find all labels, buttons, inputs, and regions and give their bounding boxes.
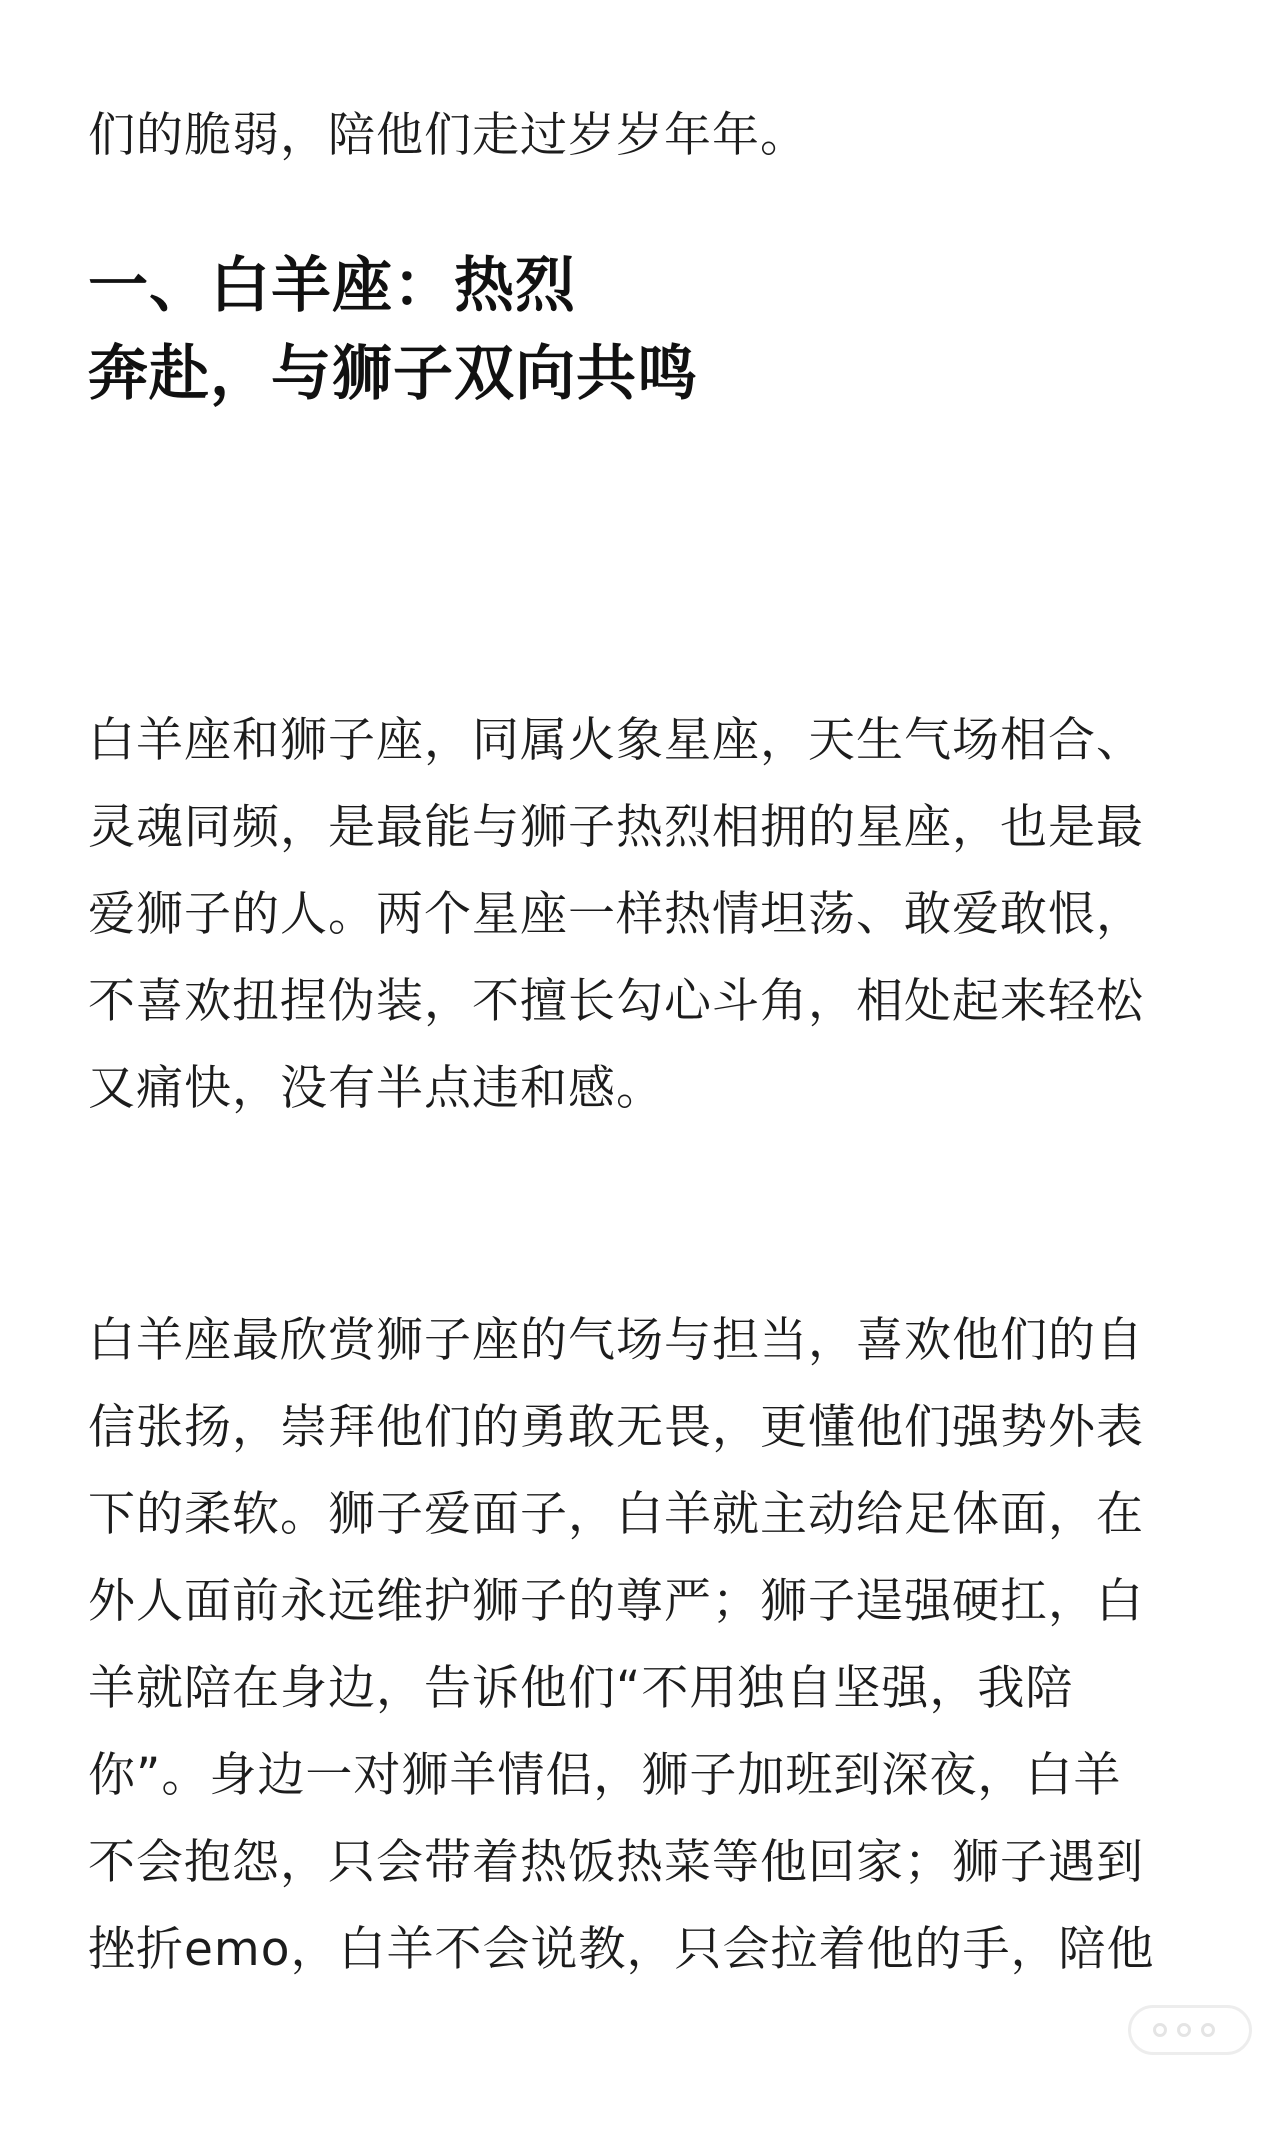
text-line: 你”。身边一对狮羊情侣，狮子加班到深夜，白羊 (88, 1748, 1122, 1803)
text-line: 不喜欢扭捏伪装，不擅长勾心斗角，相处起来轻松 (88, 974, 1144, 1029)
paragraph-1 (88, 697, 1198, 1132)
text-line: 下的柔软。狮子爱面子，白羊就主动给足体面，在 (88, 1487, 1144, 1542)
text-line: 信张扬，崇拜他们的勇敢无畏，更懂他们强势外表 (88, 1400, 1144, 1455)
watermark-dot-icon (1153, 2023, 1167, 2037)
section-heading (88, 242, 1198, 418)
watermark-dot-icon (1177, 2023, 1191, 2037)
text-line: 爱狮子的人。两个星座一样热情坦荡、敢爱敢恨， (88, 887, 1144, 942)
watermark-dot-icon (1201, 2023, 1215, 2037)
intro-paragraph-tail (88, 92, 1198, 179)
text-line: 白羊座和狮子座，同属火象星座，天生气场相合、 (88, 713, 1144, 768)
heading-line: 一、白羊座：热烈 (88, 251, 576, 321)
text-line: 又痛快，没有半点违和感。 (88, 1061, 664, 1116)
text-line: 们的脆弱，陪他们走过岁岁年年。 (88, 108, 808, 163)
text-line: 挫折emo，白羊不会说教，只会拉着他的手，陪他 (88, 1922, 1155, 1977)
watermark-logo (1128, 2005, 1252, 2055)
heading-line: 奔赴，与狮子双向共鸣 (88, 339, 698, 409)
text-line: 灵魂同频，是最能与狮子热烈相拥的星座，也是最 (88, 800, 1144, 855)
text-line: 羊就陪在身边，告诉他们“不用独自坚强，我陪 (88, 1661, 1074, 1716)
text-line: 白羊座最欣赏狮子座的气场与担当，喜欢他们的自 (88, 1313, 1144, 1368)
paragraph-2 (88, 1297, 1198, 1993)
text-line: 不会抱怨，只会带着热饭热菜等他回家；狮子遇到 (88, 1835, 1144, 1890)
text-line: 外人面前永远维护狮子的尊严；狮子逞强硬扛，白 (88, 1574, 1144, 1629)
